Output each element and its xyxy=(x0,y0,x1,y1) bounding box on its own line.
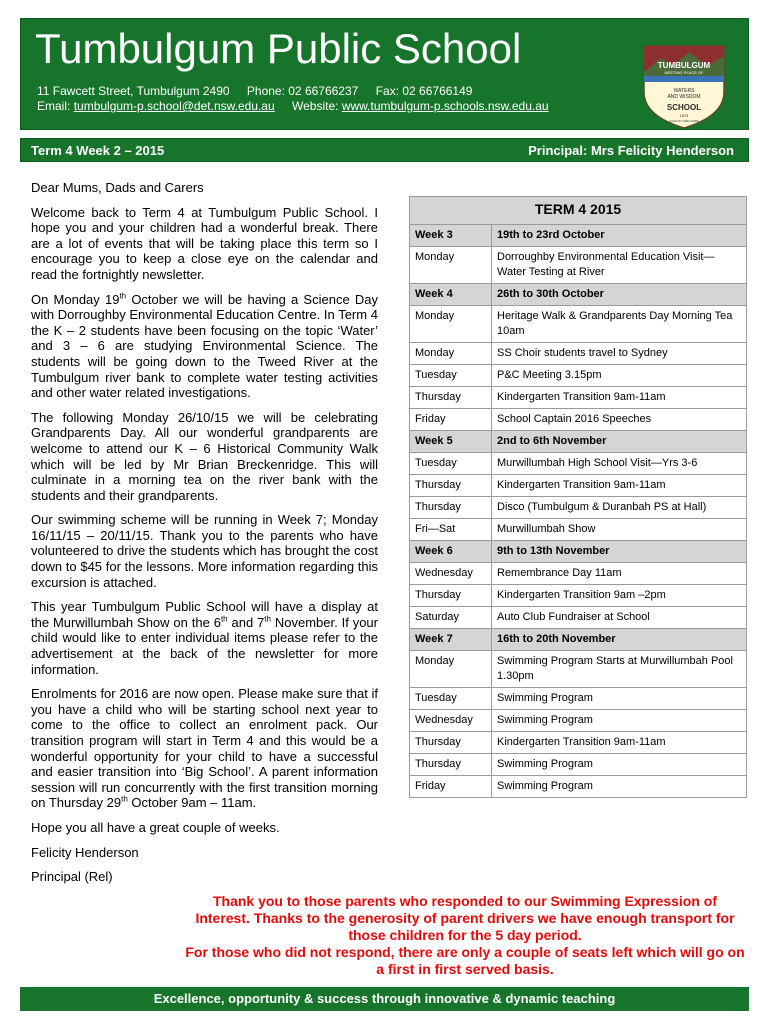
calendar-week-row xyxy=(410,541,747,563)
calendar-day-cell: Monday xyxy=(410,343,492,365)
signature-title: Principal (Rel) xyxy=(31,869,113,885)
logo-text-top: TUMBULGUM xyxy=(657,61,711,70)
calendar-event-cell: Kindergarten Transition 9am-11am xyxy=(492,732,747,754)
fax: Fax: 02 66766149 xyxy=(375,84,473,98)
calendar-event-cell: Murwillumbah Show xyxy=(492,519,747,541)
letter-paragraph: The following Monday 26/10/15 we will be celebrating Grandparents Day. All our wonderful grandparents are welcome to attend our K – 6 Historical Community Walk which will be led by Mr Brian Breckenridge. This will culminate in a morning tea on the river bank with the students and their grandparents. xyxy=(31,409,378,503)
term-calendar-table xyxy=(409,196,747,798)
calendar-event-cell: Swimming Program xyxy=(492,776,747,798)
calendar-event-cell: Swimming Program Starts at Murwillumbah Pool 1.30pm xyxy=(492,651,747,688)
footer-motto-bar: Excellence, opportunity & success through innovative & dynamic teaching xyxy=(20,987,749,1011)
calendar-event-cell: Heritage Walk & Grandparents Day Morning Tea 10am xyxy=(492,306,747,343)
calendar-title: TERM 4 2015 xyxy=(410,197,747,225)
principal-name: Principal: Mrs Felicity Henderson xyxy=(528,143,734,158)
contact-line-1 xyxy=(37,84,549,99)
logo-text-bottom: SCHOOL xyxy=(666,103,702,112)
calendar-event-row xyxy=(410,497,747,519)
calendar-day-cell: Wednesday xyxy=(410,710,492,732)
calendar-event-row xyxy=(410,607,747,629)
calendar-event-cell: Disco (Tumbulgum & Duranbah PS at Hall) xyxy=(492,497,747,519)
calendar-day-cell: Thursday xyxy=(410,387,492,409)
calendar-day-cell: Monday xyxy=(410,651,492,688)
calendar-day-cell: Thursday xyxy=(410,497,492,519)
calendar-day-cell: Week 7 xyxy=(410,629,492,651)
masthead xyxy=(20,18,749,130)
calendar-day-cell: Fri—Sat xyxy=(410,519,492,541)
school-crest-logo xyxy=(641,42,727,130)
calendar-day-cell: Friday xyxy=(410,409,492,431)
principal-letter xyxy=(31,180,378,894)
calendar-event-cell: SS Choir students travel to Sydney xyxy=(492,343,747,365)
calendar-event-row xyxy=(410,732,747,754)
calendar-event-row xyxy=(410,365,747,387)
calendar-week-row xyxy=(410,225,747,247)
calendar-day-cell: Thursday xyxy=(410,732,492,754)
letter-paragraph: Our swimming scheme will be running in Week 7; Monday 16/11/15 – 20/11/15. Thank you to the parents who have volunteered to drive the students which has brought the cost down to $45 for the lessons. More information regarding this excursion is attached. xyxy=(31,512,378,590)
calendar-event-row xyxy=(410,387,747,409)
school-title: Tumbulgum Public School xyxy=(35,25,522,72)
logo-text-mid1: WATERS xyxy=(673,88,695,94)
calendar-event-cell: Auto Club Fundraiser at School xyxy=(492,607,747,629)
logo-text-motto: QUALITY AND CARE xyxy=(669,119,699,123)
calendar-event-row xyxy=(410,710,747,732)
calendar-day-cell: Monday xyxy=(410,306,492,343)
calendar-event-cell: 16th to 20th November xyxy=(492,629,747,651)
calendar-event-cell: 19th to 23rd October xyxy=(492,225,747,247)
calendar-event-cell: Swimming Program xyxy=(492,688,747,710)
calendar-day-cell: Thursday xyxy=(410,754,492,776)
letter-closing: Hope you all have a great couple of weeks. xyxy=(31,819,280,835)
calendar-day-cell: Friday xyxy=(410,776,492,798)
swimming-notice xyxy=(185,893,745,978)
calendar-day-cell: Saturday xyxy=(410,607,492,629)
calendar-event-row xyxy=(410,688,747,710)
calendar-event-row xyxy=(410,343,747,365)
calendar-event-row xyxy=(410,306,747,343)
calendar-header-row xyxy=(410,197,747,225)
calendar-event-cell: School Captain 2016 Speeches xyxy=(492,409,747,431)
calendar-event-cell: Kindergarten Transition 9am-11am xyxy=(492,387,747,409)
logo-text-year: 1874 xyxy=(679,113,689,118)
logo-text-sub: MEETING PLACE OF xyxy=(664,70,704,75)
email-link[interactable]: tumbulgum-p.school@det.nsw.edu.au xyxy=(73,99,275,113)
contact-block xyxy=(37,84,549,114)
letter-paragraph: Enrolments for 2016 are now open. Please make sure that if you have a child who will be starting school next year to come to the office to collect an enrolment pack. Our transition program will start in Term 4 and this would be a wonderful opportunity for your child to have a successful and easier transition into ‘Big School’. A parent information session will run concurrently with the first transition morning on Thursday 29th October 9am – 11am. xyxy=(31,686,378,811)
logo-text-mid2: AND WISDOM xyxy=(667,94,701,100)
calendar-event-cell: Remembrance Day 11am xyxy=(492,563,747,585)
letter-paragraph: On Monday 19th October we will be having a Science Day with Dorroughby Environmental Education Centre. In Term 4 the K – 2 students have been focusing on the topic ‘Water’ and 3 – 6 are studying Environmental Science. The students will be going down to the Tweed River at the Tumbulgum river bank to complete water testing activities and other water related investigations. xyxy=(31,291,378,401)
calendar-day-cell: Wednesday xyxy=(410,563,492,585)
calendar-day-cell: Week 5 xyxy=(410,431,492,453)
calendar-event-cell: P&C Meeting 3.15pm xyxy=(492,365,747,387)
term-week: Term 4 Week 2 – 2015 xyxy=(31,143,165,158)
calendar-event-cell: 9th to 13th November xyxy=(492,541,747,563)
letter-greeting: Dear Mums, Dads and Carers xyxy=(31,180,204,195)
email-label: Email: xyxy=(37,99,71,113)
signature-name: Felicity Henderson xyxy=(31,844,139,860)
calendar-event-cell: Swimming Program xyxy=(492,754,747,776)
notice-line-2: For those who did not respond, there are only a couple of seats left which will go on a first in first served basis. xyxy=(185,944,745,977)
calendar-event-row xyxy=(410,475,747,497)
notice-line-1: Thank you to those parents who responded to our Swimming Expression of Interest. Thanks to the generosity of parent drivers we have enough transport for those children for the 5 day period. xyxy=(195,893,735,943)
calendar-week-row xyxy=(410,431,747,453)
calendar-week-row xyxy=(410,284,747,306)
calendar-event-cell: Kindergarten Transition 9am-11am xyxy=(492,475,747,497)
calendar-day-cell: Week 4 xyxy=(410,284,492,306)
address: 11 Fawcett Street, Tumbulgum 2490 xyxy=(37,84,230,98)
calendar-day-cell: Tuesday xyxy=(410,453,492,475)
calendar-day-cell: Tuesday xyxy=(410,688,492,710)
contact-line-2 xyxy=(37,99,549,114)
calendar-day-cell: Week 3 xyxy=(410,225,492,247)
calendar-event-row xyxy=(410,651,747,688)
website-label: Website: xyxy=(292,99,339,113)
calendar-event-cell: Swimming Program xyxy=(492,710,747,732)
calendar-week-row xyxy=(410,629,747,651)
calendar-event-cell: Murwillumbah High School Visit—Yrs 3-6 xyxy=(492,453,747,475)
calendar-event-row xyxy=(410,776,747,798)
calendar-event-row xyxy=(410,453,747,475)
calendar-day-cell: Monday xyxy=(410,247,492,284)
website-link[interactable]: www.tumbulgum-p.schools.nsw.edu.au xyxy=(341,99,549,113)
letter-paragraph: This year Tumbulgum Public School will have a display at the Murwillumbah Show on the 6th and 7th November. If your child would like to enter individual items please refer to the advertisement at the back of the newsletter for more information. xyxy=(31,599,378,677)
calendar-day-cell: Tuesday xyxy=(410,365,492,387)
calendar-event-cell: Kindergarten Transition 9am –2pm xyxy=(492,585,747,607)
calendar-event-row xyxy=(410,519,747,541)
calendar-day-cell: Week 6 xyxy=(410,541,492,563)
term-info-bar xyxy=(20,138,749,162)
calendar-event-cell: 2nd to 6th November xyxy=(492,431,747,453)
phone: Phone: 02 66766237 xyxy=(246,84,359,98)
calendar-event-row xyxy=(410,409,747,431)
calendar-event-row xyxy=(410,247,747,284)
calendar-event-row xyxy=(410,563,747,585)
calendar-day-cell: Thursday xyxy=(410,585,492,607)
calendar-event-cell: 26th to 30th October xyxy=(492,284,747,306)
letter-paragraph: Welcome back to Term 4 at Tumbulgum Public School. I hope you and your children had a wonderful break. There are a lot of events that will be taking place this term so I encourage you to keep a close eye on the calendar and read the fortnightly newsletter. xyxy=(31,204,378,282)
calendar-event-row xyxy=(410,585,747,607)
calendar-day-cell: Thursday xyxy=(410,475,492,497)
calendar-event-cell: Dorroughby Environmental Education Visit—Water Testing at River xyxy=(492,247,747,284)
calendar-event-row xyxy=(410,754,747,776)
